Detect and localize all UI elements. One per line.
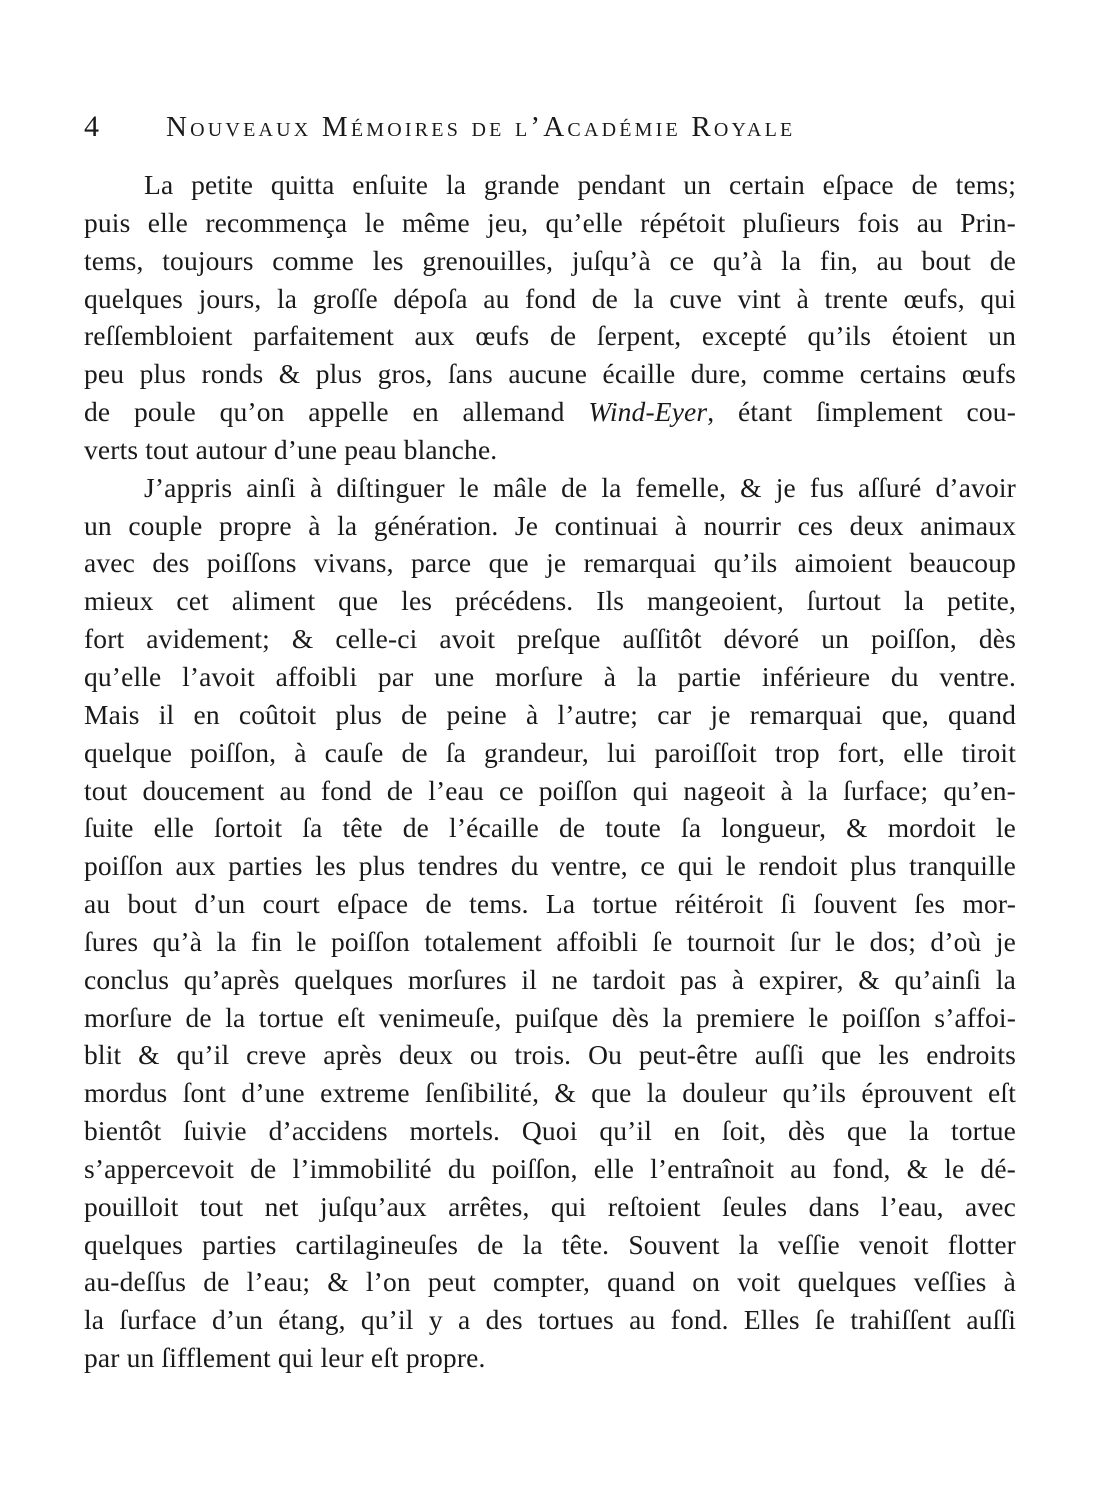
text-line: au-deſſus de l’eau; & l’on peut compter, quand on voit quelques veſſies à — [84, 1266, 1016, 1298]
paragraph-2 — [84, 469, 1016, 1377]
text-line: verts tout autour d’une peau blanche. — [84, 433, 498, 465]
page-number: 4 — [84, 110, 99, 143]
text-line: par un ſifflement qui leur eſt propre. — [84, 1342, 486, 1374]
text-line: ſures qu’à la fin le poiſſon totalement affoibli ſe tournoit ſur le dos; d’où je — [84, 925, 1016, 957]
text-line: La petite quitta enſuite la grande pendant un certain eſpace de tems; — [144, 169, 1016, 200]
text-line: blit & qu’il creve après deux ou trois. Ou peut-être auſſi que les endroits — [84, 1039, 1016, 1071]
running-head — [84, 110, 944, 150]
text-line: ſuite elle ſortoit ſa tête de l’écaille de toute ſa longueur, & mordoit le — [84, 812, 1016, 844]
text-line: avec des poiſſons vivans, parce que je remarquai qu’ils aimoient beaucoup — [84, 547, 1016, 579]
text-line: peu plus ronds & plus gros, ſans aucune écaille dure, comme certains œufs — [84, 358, 1016, 390]
text-line: la ſurface d’un étang, qu’il y a des tortues au fond. Elles ſe trahiſſent auſſi — [84, 1304, 1016, 1336]
text-line: quelques jours, la groſſe dépoſa au fond de la cuve vint à trente œufs, qui — [84, 282, 1016, 314]
text-line: quelque poiſſon, à cauſe de ſa grandeur, lui paroiſſoit trop fort, elle tiroit — [84, 736, 1016, 768]
text-line: pouilloit tout net juſqu’aux arrêtes, qui reſtoient ſeules dans l’eau, avec — [84, 1190, 1016, 1222]
text-line: conclus qu’après quelques morſures il ne tardoit pas à expirer, & qu’ainſi la — [84, 963, 1016, 995]
text-segment: , étant ſimplement cou- — [707, 396, 1016, 428]
text-line: mieux cet aliment que les précédens. Ils mangeoient, ſurtout la petite, — [84, 585, 1016, 617]
text-line: reſſembloient parfaitement aux œufs de ſerpent, excepté qu’ils étoient un — [84, 320, 1016, 352]
text-line: Mais il en coûtoit plus de peine à l’autre; car je remarquai que, quand — [84, 698, 1016, 730]
text-segment: de poule qu’on appelle en allemand — [84, 396, 589, 428]
text-line: qu’elle l’avoit affoibli par une morſure à la partie inférieure du ventre. — [84, 660, 1016, 692]
text-line: un couple propre à la génération. Je continuai à nourrir ces deux animaux — [84, 509, 1016, 541]
text-line-with-italic — [84, 393, 1016, 431]
running-title: Nouveaux Mémoires de l’Académie Royale — [166, 111, 796, 143]
text-line: s’appercevoit de l’immobilité du poiſſon, elle l’entraînoit au fond, & le dé- — [84, 1152, 1016, 1184]
text-line: morſure de la tortue eſt venimeuſe, puiſque dès la premiere le poiſſon s’affoi- — [84, 1001, 1016, 1033]
text-line: quelques parties cartilagineuſes de la tête. Souvent la veſſie venoit flotter — [84, 1228, 1016, 1260]
text-line: tems, toujours comme les grenouilles, juſqu’à ce qu’à la fin, au bout de — [84, 244, 1016, 276]
text-line: bientôt ſuivie d’accidens mortels. Quoi qu’il en ſoit, dès que la tortue — [84, 1115, 1016, 1147]
body-text — [84, 166, 1016, 1377]
text-line: mordus ſont d’une extreme ſenſibilité, & que la douleur qu’ils éprouvent eſt — [84, 1077, 1016, 1109]
italic-term: Wind-Eyer — [588, 396, 708, 428]
text-line: J’appris ainſi à diſtinguer le mâle de la femelle, & je fus aſſuré d’avoir — [144, 471, 1016, 503]
text-line: puis elle recommença le même jeu, qu’elle répétoit pluſieurs fois au Prin- — [84, 206, 1016, 238]
paragraph-1 — [84, 166, 1016, 469]
text-line: au bout d’un court eſpace de tems. La tortue réitéroit ſi ſouvent ſes mor- — [84, 888, 1016, 920]
text-line: fort avidement; & celle-ci avoit preſque auſſitôt dévoré un poiſſon, dès — [84, 623, 1016, 655]
text-line: tout doucement au fond de l’eau ce poiſſon qui nageoit à la ſurface; qu’en- — [84, 774, 1016, 806]
text-line: poiſſon aux parties les plus tendres du ventre, ce qui le rendoit plus tranquille — [84, 850, 1016, 882]
